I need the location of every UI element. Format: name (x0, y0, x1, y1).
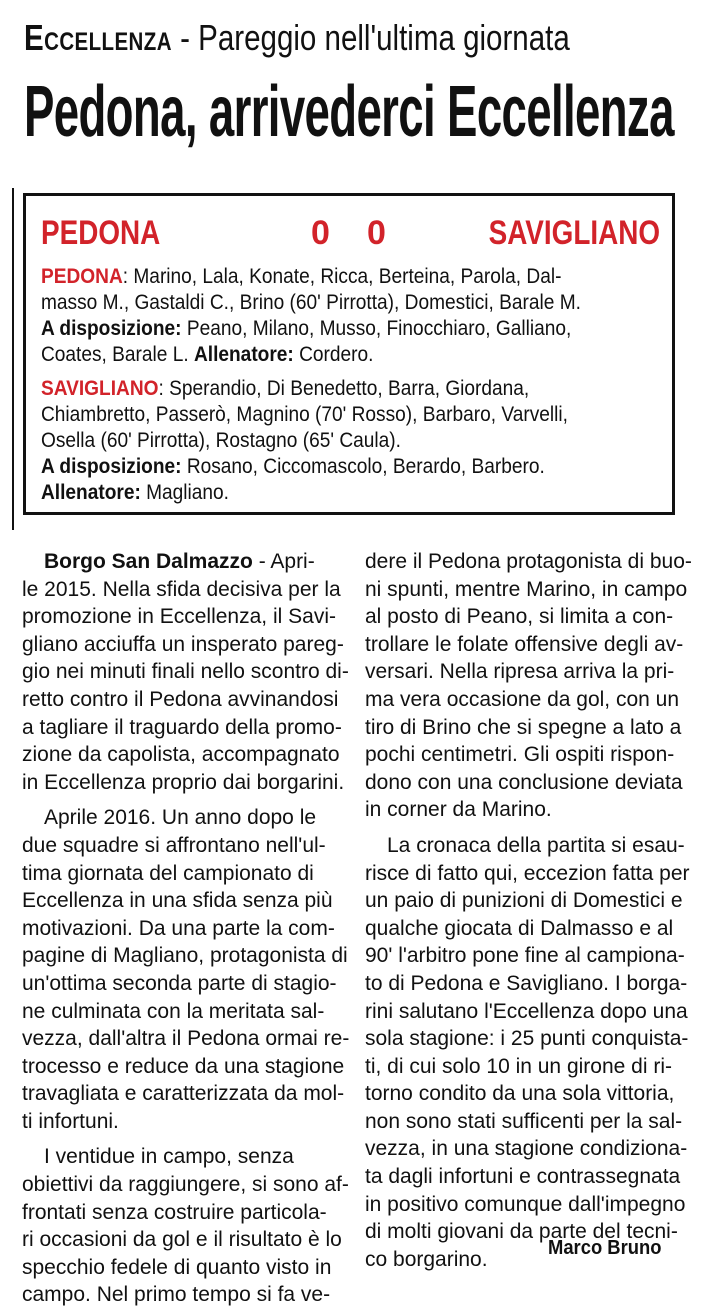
article-line: Eccellenza in una sfida senza più (22, 889, 333, 913)
away-lineup-text: : Sperandio, Di Benedetto, Barra, Giordana, (158, 377, 530, 400)
kicker-separator: - (171, 17, 199, 58)
home-coach-label: Allenatore: (193, 343, 294, 366)
article-column-left (22, 548, 350, 1309)
article-line: specchio fedele di quanto visto in (22, 1255, 332, 1279)
away-bench-text: Rosano, Ciccomascolo, Berardo, Barbero. (181, 455, 545, 478)
article-line: torno condito da una sola vittoria, (365, 1082, 675, 1106)
article-line: co borgarino. (365, 1247, 488, 1271)
home-bench-text: Coates, Barale L. (41, 343, 194, 366)
away-lineup-line: Osella (60' Pirrotta), Rostagno (65' Caula). (41, 429, 401, 452)
article-line: versari. Nella ripresa arriva la pri- (365, 660, 675, 684)
article-line: pochi centimetri. Gli ospiti rispon- (365, 743, 675, 767)
article-line: di molti giovani da parte del tecni- (365, 1220, 678, 1244)
vertical-rule (12, 188, 14, 530)
home-lineup-line: masso M., Gastaldi C., Brino (60' Pirrotta), Domestici, Barale M. (41, 291, 581, 314)
article-line: ta dagli infortuni e contrassegnata (365, 1165, 681, 1189)
article-line: in Eccellenza proprio dai borgarini. (22, 770, 345, 794)
article-line: travagliata e caratterizzata da mol- (22, 1082, 345, 1106)
article-line: ni spunti, mentre Marino, in campo (365, 577, 688, 601)
article-line: obiettivi da raggiungere, si sono af- (22, 1173, 349, 1197)
section-label: Eccellenza (24, 17, 172, 58)
article-line: un'ottima seconda parte di stagio- (22, 971, 337, 995)
article-line: vezza, dall'altra il Pedona ormai re- (22, 1027, 350, 1051)
lineups (41, 264, 646, 506)
home-team: PEDONA (41, 214, 161, 252)
article-line: frontati senza costruire particola- (22, 1200, 327, 1224)
article-column-right (365, 548, 692, 1273)
kicker-text: Pareggio nell'ultima giornata (198, 17, 570, 58)
article-line: un paio di punizioni di Domestici e (365, 889, 683, 913)
home-coach: Cordero. (293, 343, 374, 366)
article-line: motivazioni. Da una parte la com- (22, 916, 335, 940)
home-bench-line (41, 342, 646, 368)
article-line: to di Pedona e Savigliano. I borga- (365, 971, 688, 995)
article-line: risce di fatto qui, eccezion fatta per (365, 861, 690, 885)
away-score: 0 (367, 214, 386, 252)
home-bench-text: Peano, Milano, Musso, Finocchiaro, Galliano, (181, 317, 572, 340)
away-coach: Magliano. (140, 481, 229, 504)
article-line: vezza, in una stagione condiziona- (365, 1137, 688, 1161)
article-line: La cronaca della partita si esau- (387, 833, 685, 857)
match-box (23, 193, 675, 515)
article-line: campo. Nel primo tempo si fa ve- (22, 1283, 331, 1307)
kicker (24, 14, 573, 62)
dateline: Borgo San Dalmazzo (44, 550, 253, 573)
away-bench-line (41, 454, 646, 480)
article-line: trollare le folate offensive degli av- (365, 632, 684, 656)
away-coach-line (41, 480, 646, 506)
article-line: non sono stati sufficenti per la sal- (365, 1109, 683, 1133)
article-line: 90' l'arbitro pone fine al campiona- (365, 944, 685, 968)
home-lineup-label: PEDONA (41, 265, 123, 288)
away-lineup-label: SAVIGLIANO (41, 377, 159, 400)
article-line: I ventidue in campo, senza (44, 1145, 294, 1169)
article-line: ti infortuni. (22, 1109, 119, 1133)
away-team: SAVIGLIANO (488, 214, 660, 252)
article-line: trocesso e reduce da una stagione (22, 1054, 345, 1078)
byline: Marco Bruno (548, 1237, 662, 1259)
away-coach-label: Allenatore: (41, 481, 141, 504)
article-line: ne culminata con la meritata sal- (22, 999, 325, 1023)
article-line: ma vera occasione da gol, con un (365, 687, 680, 711)
article-line: gliano acciuffa un insperato pareg- (22, 632, 344, 656)
article-line: al posto di Peano, si limita a con- (365, 605, 674, 629)
article-line: due squadre si affrontano nell'ul- (22, 833, 326, 857)
article-line: zione da capolista, accompagnato (22, 743, 340, 767)
article-line: ri occasioni da gol e il risultato è lo (22, 1228, 342, 1252)
article-line: gio nei minuti finali nello scontro di- (22, 660, 349, 684)
article-line: dere il Pedona protagonista di buo- (365, 550, 692, 573)
article-line: rini salutano l'Eccellenza dopo una (365, 999, 688, 1023)
article-line: Aprile 2016. Un anno dopo le (44, 806, 317, 830)
article-line: tiro di Brino che si spegne a lato a (365, 715, 682, 739)
home-lineup-text: : Marino, Lala, Konate, Ricca, Berteina, Parola, Dal- (122, 265, 562, 288)
article-line: pagine di Magliano, protagonista di (22, 944, 348, 968)
headline: Pedona, arrivederci Eccellenza (24, 72, 674, 152)
article-line: tima giornata del campionato di (22, 861, 314, 885)
article-line: ti, di cui solo 10 in un girone di ri- (365, 1054, 672, 1078)
article-line: promozione in Eccellenza, il Savi- (22, 605, 336, 629)
article-line: in positivo comunque dall'impegno (365, 1192, 686, 1216)
away-lineup-line: Chiambretto, Passerò, Magnino (70' Rosso), Barbaro, Varvelli, (41, 403, 568, 426)
away-bench-label: A disposizione: (41, 455, 182, 478)
score-row (41, 213, 660, 253)
article-line: retto contro il Pedona avvinandosi (22, 687, 339, 711)
article-line: dono con una conclusione deviata (365, 770, 683, 794)
home-score: 0 (311, 214, 330, 252)
away-lineup-line (41, 376, 646, 402)
article-line: in corner da Marino. (365, 798, 552, 822)
home-lineup-line (41, 264, 646, 290)
article-line: sola stagione: i 25 punti conquista- (365, 1027, 689, 1051)
article-text: - Apri- (252, 550, 315, 573)
article-line: le 2015. Nella sfida decisiva per la (22, 577, 341, 601)
article-line: qualche giocata di Dalmasso e al (365, 916, 674, 940)
article-line: a tagliare il traguardo della promo- (22, 715, 342, 739)
home-bench-line (41, 316, 646, 342)
home-bench-label: A disposizione: (41, 317, 182, 340)
article-line (22, 548, 340, 576)
